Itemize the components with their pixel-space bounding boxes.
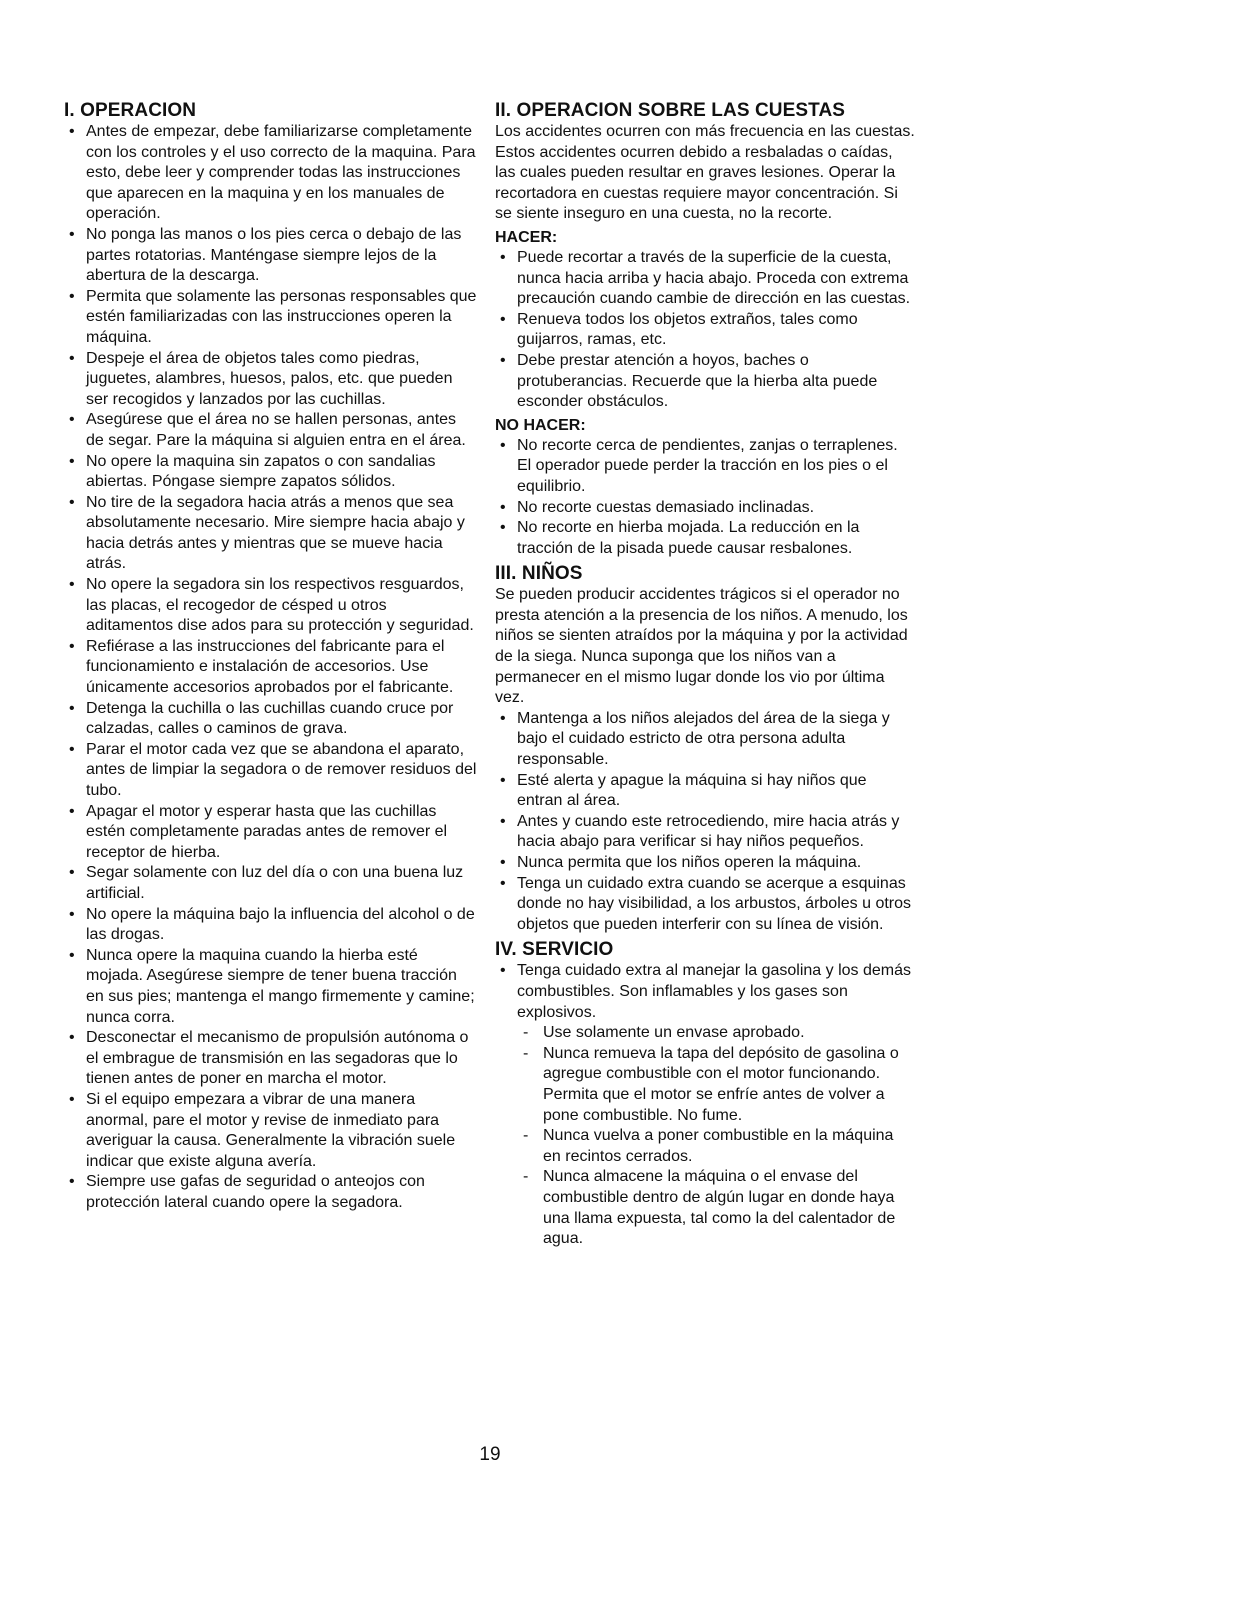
servicio-list bbox=[495, 961, 915, 1249]
sub-list-item: - Nunca vuelva a poner combustible en la máquina en recintos cerrados. bbox=[517, 1126, 915, 1167]
list-item: • Detenga la cuchilla o las cuchillas cuando cruce por calzadas, calles o caminos de grava. bbox=[64, 699, 478, 740]
sub-list-item: - Nunca almacene la máquina o el envase del combustible dentro de algún lugar en donde haya una llama expuesta, tal como la del calentador de agua. bbox=[517, 1167, 915, 1249]
list-item: • Apagar el motor y esperar hasta que las cuchillas estén completamente paradas antes de remover el receptor de hierba. bbox=[64, 802, 478, 864]
list-item: • Siempre use gafas de seguridad o anteojos con protección lateral cuando opere la segadora. bbox=[64, 1172, 478, 1213]
servicio-item-text: Tenga cuidado extra al manejar la gasolina y los demás combustibles. Son inflamables y los gases son explosivos. bbox=[517, 962, 912, 1021]
list-item: • Renueva todos los objetos extraños, tales como guijarros, ramas, etc. bbox=[495, 310, 915, 351]
sub-list-item: - Nunca remueva la tapa del depósito de gasolina o agregue combustible con el motor funcionando. Permita que el motor se enfríe antes de volver a pone combustible. No fume. bbox=[517, 1044, 915, 1126]
list-item: • No ponga las manos o los pies cerca o debajo de las partes rotatorias. Manténgase siempre lejos de la abertura de la descarga. bbox=[64, 225, 478, 287]
list-item: • Nunca permita que los niños operen la máquina. bbox=[495, 853, 915, 874]
list-item: • No opere la segadora sin los respectivos resguardos, las placas, el recogedor de césped u otros aditamentos dise ados para su protección y seguridad. bbox=[64, 575, 478, 637]
sub-list-item: - Use solamente un envase aprobado. bbox=[517, 1023, 915, 1044]
list-item bbox=[495, 961, 915, 1249]
list-item: • Despeje el área de objetos tales como piedras, juguetes, alambres, huesos, palos, etc. que pueden ser recogidos y lanzados por las cuchillas. bbox=[64, 349, 478, 411]
list-item: • Segar solamente con luz del día o con una buena luz artificial. bbox=[64, 863, 478, 904]
list-item: • Puede recortar a través de la superficie de la cuesta, nunca hacia arriba y hacia abajo. Proceda con extrema precaución cuando cambie de dirección en las cuestas. bbox=[495, 248, 915, 310]
section-title-servicio: IV. SERVICIO bbox=[495, 939, 614, 961]
ninos-list bbox=[495, 709, 915, 936]
list-item: • Nunca opere la maquina cuando la hierba esté mojada. Asegúrese siempre de tener buena tracción en sus pies; mantenga el mango firmemente y camine; nunca corra. bbox=[64, 946, 478, 1028]
list-item: • No recorte cuestas demasiado inclinadas. bbox=[495, 498, 915, 519]
list-item: • No recorte en hierba mojada. La reducción en la tracción de la pisada puede causar resbalones. bbox=[495, 518, 915, 559]
ninos-intro: Se pueden producir accidentes trágicos si el operador no presta atención a la presencia de los niños. A menudo, los niños se sienten atraídos por la máquina y por la actividad de la siega. Nunca suponga que los niños van a permanecer en el mismo lugar donde los vio por última vez. bbox=[495, 586, 908, 707]
list-item: • No opere la máquina bajo la influencia del alcohol o de las drogas. bbox=[64, 905, 478, 946]
list-item: • No recorte cerca de pendientes, zanjas o terraplenes. El operador puede perder la tracción en los pies o el equilibrio. bbox=[495, 436, 915, 498]
section-servicio bbox=[495, 939, 915, 1249]
list-item: • Si el equipo empezara a vibrar de una manera anormal, pare el motor y revise de inmediato para averiguar la causa. Generalmente la vibración suele indicar que existe alguna avería. bbox=[64, 1090, 478, 1172]
right-column bbox=[495, 100, 915, 1254]
no-hacer-heading: NO HACER: bbox=[495, 416, 586, 434]
no-hacer-list bbox=[495, 436, 915, 560]
list-item: • Mantenga a los niños alejados del área de la siega y bajo el cuidado estricto de otra persona adulta responsable. bbox=[495, 709, 915, 771]
list-item: • No opere la maquina sin zapatos o con sandalias abiertas. Póngase siempre zapatos sólidos. bbox=[64, 452, 478, 493]
list-item: • Desconectar el mecanismo de propulsión autónoma o el embrague de transmisión en las segadoras que lo tienen antes de poner en marcha el motor. bbox=[64, 1028, 478, 1090]
section-title-ninos: III. NIÑOS bbox=[495, 563, 583, 585]
list-item: • Permita que solamente las personas responsables que estén familiarizadas con las instrucciones operen la máquina. bbox=[64, 287, 478, 349]
hacer-list bbox=[495, 248, 915, 413]
list-item: • Refiérase a las instrucciones del fabricante para el funcionamiento e instalación de accesorios. Use únicamente accesorios aprobados por el fabricante. bbox=[64, 637, 478, 699]
list-item: • Parar el motor cada vez que se abandona el aparato, antes de limpiar la segadora o de remover residuos del tubo. bbox=[64, 740, 478, 802]
list-item: • Debe prestar atención a hoyos, baches o protuberancias. Recuerde que la hierba alta puede esconder obstáculos. bbox=[495, 351, 915, 413]
section-ninos bbox=[495, 563, 915, 935]
page-number: 19 bbox=[479, 1444, 501, 1465]
hacer-heading: HACER: bbox=[495, 228, 558, 246]
list-item: • Antes y cuando este retrocediendo, mire hacia atrás y hacia abajo para verificar si hay niños pequeños. bbox=[495, 812, 915, 853]
cuestas-intro: Los accidentes ocurren con más frecuencia en las cuestas. Estos accidentes ocurren debido a resbaladas o caídas, las cuales pueden resultar en graves lesiones. Operar la recortadora en cuestas requiere mayor concentración. Si se siente inseguro en una cuesta, no la recorte. bbox=[495, 123, 915, 223]
list-item: • Tenga un cuidado extra cuando se acerque a esquinas donde no hay visibilidad, a los arbustos, árboles u otros objetos que pueden interferir con su línea de visión. bbox=[495, 874, 915, 936]
servicio-sublist bbox=[517, 1023, 915, 1250]
section-title-cuestas: II. OPERACION SOBRE LAS CUESTAS bbox=[495, 100, 846, 121]
operacion-list bbox=[64, 122, 478, 1213]
list-item: • No tire de la segadora hacia atrás a menos que sea absolutamente necesario. Mire siempre hacia abajo y hacia detrás antes y mientras que se mueve hacia atrás. bbox=[64, 493, 478, 575]
section-operacion bbox=[64, 100, 478, 1213]
list-item: • Esté alerta y apague la máquina si hay niños que entran al área. bbox=[495, 771, 915, 812]
section-title-operacion: I. OPERACION bbox=[64, 100, 197, 121]
list-item: • Asegúrese que el área no se hallen personas, antes de segar. Pare la máquina si alguien entra en el área. bbox=[64, 410, 478, 451]
section-cuestas bbox=[495, 100, 915, 559]
list-item: • Antes de empezar, debe familiarizarse completamente con los controles y el uso correcto de la maquina. Para esto, debe leer y comprender todas las instrucciones que aparecen en la maquina y en los manuales de operación. bbox=[64, 122, 478, 225]
left-column bbox=[64, 100, 478, 1217]
